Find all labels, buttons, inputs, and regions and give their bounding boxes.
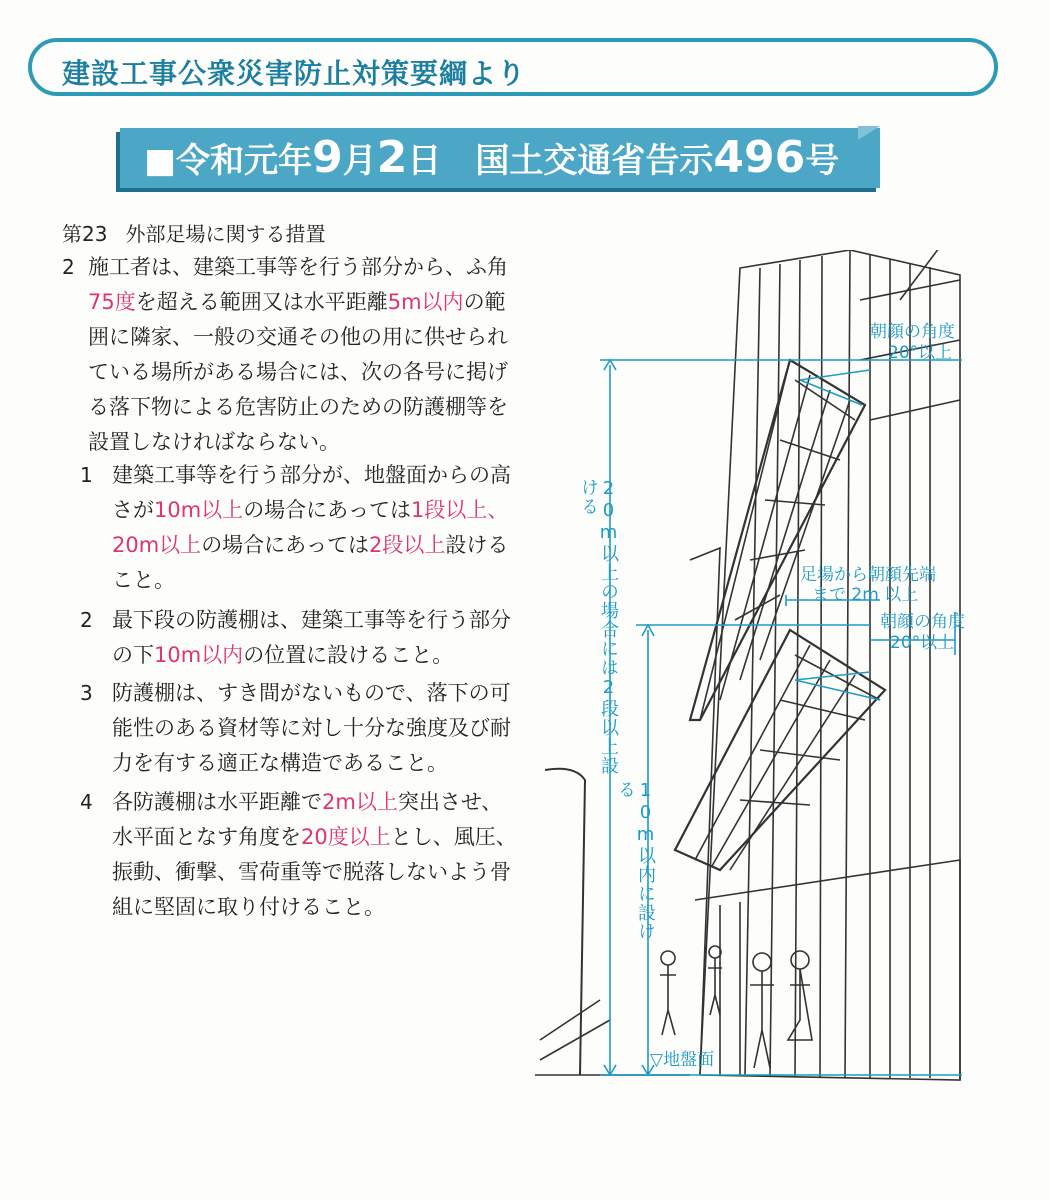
clause-text-part: の範囲に隣家、一般の交通その他の用に供せられている場所がある場合には、次の各号に掲げる落下物による危害防止のための防護棚等を設置しなければならない。 bbox=[88, 290, 508, 454]
section-heading bbox=[62, 218, 325, 247]
angle-label-top-line1: 朝顔の角度 bbox=[870, 322, 955, 342]
item-number: 4 bbox=[80, 790, 93, 814]
item-highlight: 10m以内 bbox=[154, 643, 244, 667]
building-outline bbox=[700, 250, 960, 1080]
clause-number: 2 bbox=[62, 255, 75, 279]
item-text-part: の場合にあっては bbox=[243, 498, 411, 522]
item-text bbox=[80, 785, 520, 925]
section-title: 外部足場に関する措置 bbox=[125, 222, 326, 246]
item-highlight: 、 bbox=[487, 498, 509, 522]
item-text: 防護棚は、すき間がないもので、落下の可能性のある資材等に対し十分な強度及び耐力を有する適正な構造であること。 bbox=[112, 681, 511, 775]
item-number: 1 bbox=[80, 463, 93, 487]
item-number: 3 bbox=[80, 681, 93, 705]
item-text bbox=[80, 603, 520, 673]
notice-month-unit: 月 bbox=[342, 141, 377, 181]
ground-level-label: ▽地盤面 bbox=[650, 1050, 715, 1070]
angle-label-mid-line1: 朝顔の角度 bbox=[880, 612, 965, 632]
item-4 bbox=[80, 785, 520, 925]
item-text-part: の場合にあっては bbox=[201, 533, 369, 557]
item-text-part: 建築工事等を行う部分が、地盤面からの高さが bbox=[112, 463, 511, 522]
item-highlight: 10m以上 bbox=[154, 498, 244, 522]
item-number: 2 bbox=[80, 608, 93, 632]
notice-number-unit: 号 bbox=[805, 141, 840, 181]
dimension-lines bbox=[600, 360, 962, 1075]
source-title: 建設工事公衆災害防止対策要綱より bbox=[62, 57, 527, 90]
notice-number: 496 bbox=[713, 132, 806, 183]
notice-ministry: 国土交通省告示 bbox=[475, 141, 714, 181]
item-3 bbox=[80, 676, 520, 781]
item-highlight: 2m以上 bbox=[322, 790, 398, 814]
item-highlight: 20m以上 bbox=[112, 533, 202, 557]
vertical-label-20m: 20m以上の場合には2段以上設ける bbox=[578, 478, 619, 775]
clause-text bbox=[62, 250, 522, 460]
item-text-part: 各防護棚は水平距離で bbox=[112, 790, 322, 814]
clause-highlight: 75度 bbox=[88, 290, 136, 314]
clause-2 bbox=[62, 250, 522, 460]
street-lamp bbox=[545, 769, 585, 1075]
item-text-part: 突出させ、水平面となす角度を bbox=[112, 790, 503, 849]
section-number: 第23 bbox=[62, 222, 108, 246]
item-text-part: の位置に設けること。 bbox=[243, 643, 454, 667]
item-text-part: 設けること。 bbox=[112, 533, 509, 592]
item-text-part: 最下段の防護棚は、建築工事等を行う部分の下 bbox=[112, 608, 511, 667]
lower-protective-shelf bbox=[675, 630, 885, 870]
reach-label-line1: 足場から朝顔先端 bbox=[800, 565, 936, 585]
item-highlight: 20度以上 bbox=[301, 825, 391, 849]
banner-fold bbox=[858, 126, 880, 140]
item-2 bbox=[80, 603, 520, 673]
angle-label-top-line2: 20°以上 bbox=[888, 343, 953, 363]
clause-text-part: を超える範囲又は水平距離 bbox=[135, 290, 388, 314]
angle-label-mid-line2: 20°以上 bbox=[890, 633, 955, 653]
item-highlight: 2段以上 bbox=[368, 533, 446, 557]
item-1 bbox=[80, 458, 520, 598]
notice-day-unit: 日 bbox=[407, 141, 442, 181]
notice-banner bbox=[120, 128, 880, 188]
clause-highlight: 5m以内 bbox=[387, 290, 464, 314]
item-text bbox=[80, 458, 520, 598]
banner-square-icon: ■ bbox=[144, 141, 177, 181]
notice-month-num: 9 bbox=[312, 132, 343, 183]
notice-era: 令和元年 bbox=[176, 141, 313, 181]
item-highlight: 1段以上 bbox=[410, 498, 488, 522]
clause-text-part: 施工者は、建築工事等を行う部分から、ふ角 bbox=[88, 255, 508, 279]
notice-day-num: 2 bbox=[376, 132, 408, 183]
reach-label-line2: まで 2m 以上 bbox=[812, 585, 919, 605]
item-text-part: とし、風圧、振動、衝撃、雪荷重等で脱落しないよう骨組に堅固に取り付けること。 bbox=[112, 825, 517, 919]
vertical-label-10m: 10m以内に設ける bbox=[615, 780, 656, 941]
